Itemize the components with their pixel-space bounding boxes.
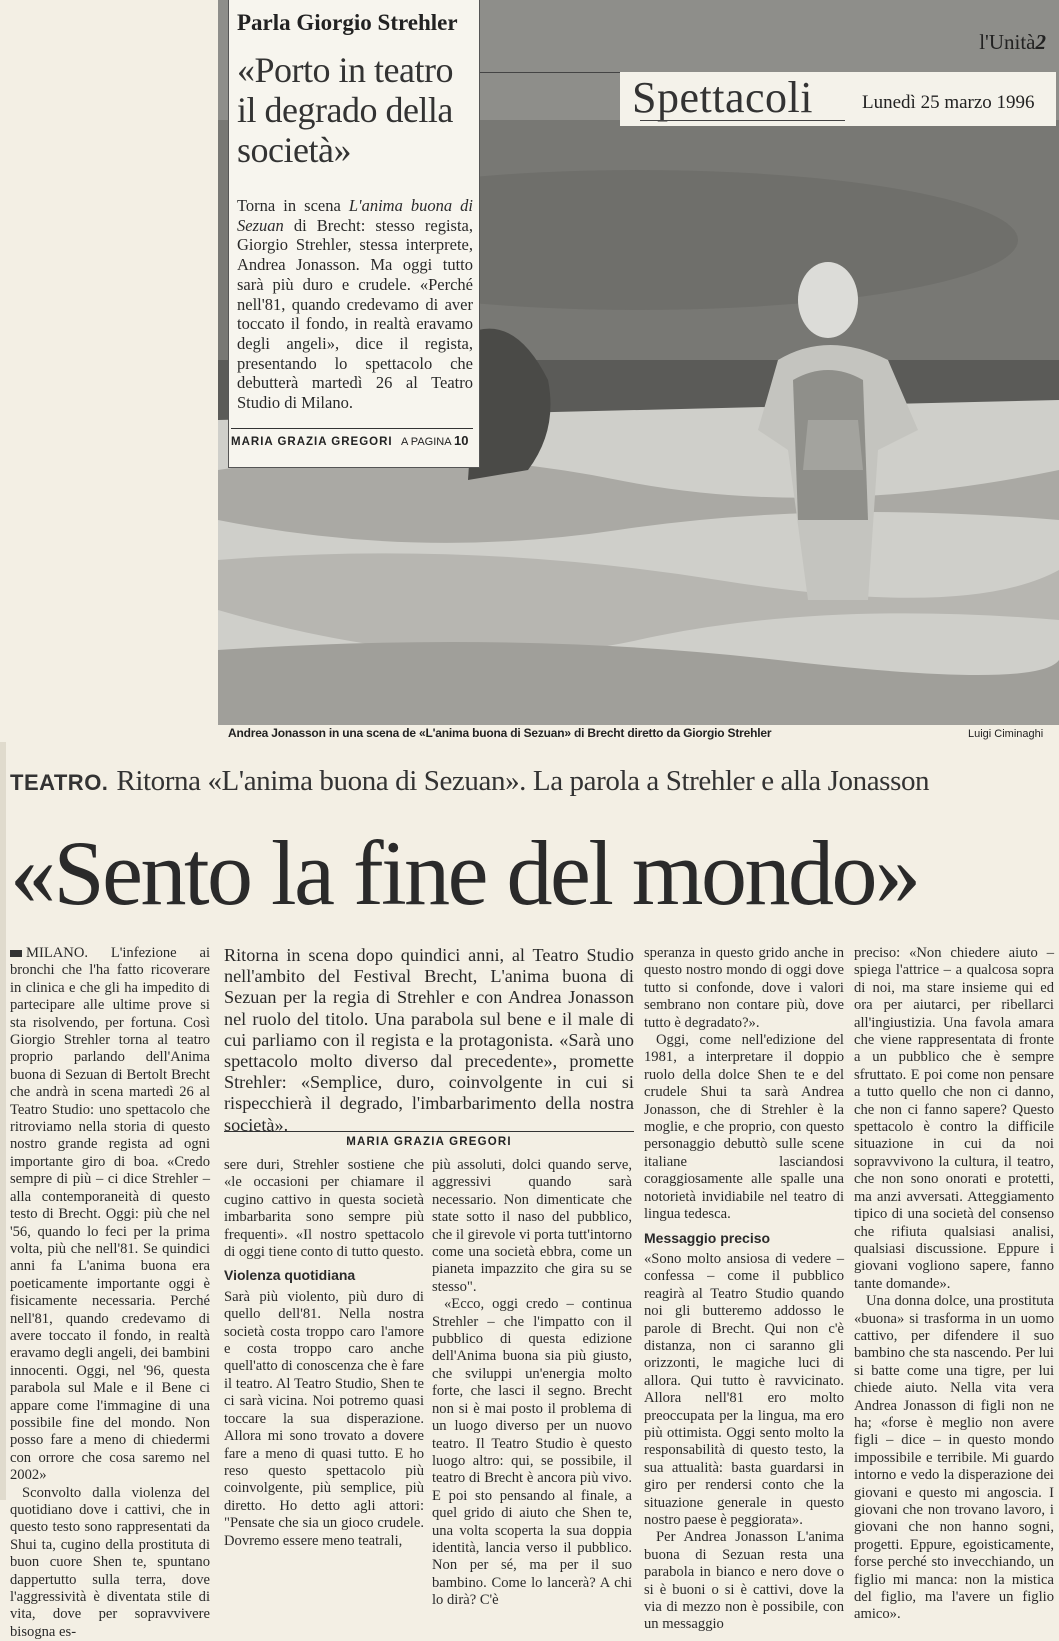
dateline-marker (10, 950, 22, 957)
column-5 (854, 945, 1054, 1624)
column-2 (224, 1157, 424, 1550)
photo-credit: Luigi Ciminaghi (968, 728, 1044, 740)
column-1-para-1: MILANO. L'infezione ai bronchi che l'ha fatto ricoverare in clinica e che gli ha impedito di partecipare alle ultime prove si sta risolvendo, per fortuna. Così Giorgio Strehler torna al teatro proprio parlando dell'Anima buona di Sezuan di Bertolt Brecht che andrà in scena martedì 26 al Teatro Studio: uno spettacolo che ritroviamo nella storia di questo nostro grande regista ad ogni importante giro di boa. «Credo sempre di più – ci dice Strehler – alla contemporaneità di questo testo di Brecht. Oggi: più che nel '56, quando lo feci per la prima volta, più che nell'81. Se quindici anni fa L'anima buona era poeticamente importante oggi è fisicamente necessaria. Perché nell'81, quando credevamo di avere toccato il fondo, in realtà eravamo degli angeli, dei bambini innocenti. Oggi, nel '96, questa parabola sul Male e il Bene ci appare come l'immagine di una possibile fine del mondo. Non posso fare a meno di chiedermi con orrore che cosa saremo nel 2002» (10, 945, 210, 1484)
column-3 (432, 1157, 632, 1610)
column-5-para-2: Una donna dolce, una prostituta «buona» si trasforma in un uomo cattivo, per difendere il suo bambino che sta nascendo. Per lui si batte come una tigre, per lui chiede aiuto. Nella vita vera Andrea Jonasson di figli non ne ha; «forse è meglio non avere figli – dice – in questo mondo impossibile e terribile. Mi guardo intorno e vedo la disperazione dei giovani e questo mi angoscia. I giovani che non trovano lavoro, i giovani che non hanno sogni, progetti. Eppure, egoisticamente, forse perché sto invecchiando, un figlio mi manca: non la mistica del figlio, ma l'avere un figlio amico». (854, 1293, 1054, 1623)
section-underline (640, 120, 845, 121)
issue-date: Lunedì 25 marzo 1996 (862, 92, 1035, 113)
section-divider (480, 72, 620, 73)
page-edge (0, 742, 6, 1500)
article-lead: Ritorna in scena dopo quindici anni, al Teatro Studio nell'ambito del Festival Brecht, L'anima buona di Sezuan per la regia di Strehler e con Andrea Jonasson nel ruolo del titolo. Una parabola sul bene e il male di cui parliamo con il regista e la protagonista. «Sarà uno spettacolo molto diverso dal precedente», promette Strehler: «Semplice, duro, coinvolgente in cui si rispecchierà il degrado, l'imbarbarimento della nostra società». (224, 945, 634, 1135)
section-title: Spettacoli (632, 73, 813, 122)
column-2-subhead: Violenza quotidiana (224, 1267, 356, 1284)
column-3-para-1: più assoluti, dolci quando serve, aggressivi quando sarà necessario. Non dimenticate che state sotto il naso del pubblico, che il girevole vi porta tutt'intorno come una società ebbra, come un pianeta impazzito che gira su se stesso". (432, 1157, 633, 1295)
feature-kicker: Parla Giorgio Strehler (237, 10, 458, 35)
column-4-subhead: Messaggio preciso (644, 1229, 771, 1246)
feature-byline: MARIA GRAZIA GREGORI A PAGINA 10 (231, 428, 473, 448)
column-4 (644, 945, 844, 1634)
column-1-para-2: Sconvolto dalla violenza del quotidiano dove i cattivi, che in questo testo sono rappresentati da Shui ta, cugino della prostituta di buon cuore Shen te, spuntano dappertutto sulla terra, dove l'aggressività è diventata stile di vita, dove per sopravvivere bisogna es- (10, 1484, 210, 1640)
feature-title: «Porto in teatro il degrado della società» (237, 50, 453, 170)
masthead: l'Unità2 (979, 30, 1046, 54)
column-4-para-1: speranza in questo grido anche in questo nostro mondo di oggi dove tutto si confonde, dove i valori sembrano non contare più, dove tutto è degradato?». (644, 945, 844, 1031)
column-1 (10, 945, 210, 1641)
photo-caption: Andrea Jonasson in una scena de «L'anima buona di Sezuan» di Brecht diretto da Giorgio Strehler (228, 726, 772, 740)
column-2-para-2: Sarà più violento, più duro di quello dell'81. Nella nostra società costa troppo caro l'amore e costa troppo caro anche quell'atto di conoscenza che è fare il teatro. Al Teatro Studio, Shen te ci sarà vicina. Noi potremo quasi toccare la sua disperazione. Allora mi sono trovato a dovere fare a meno di quasi tutto. E ho reso questo spettacolo più coinvolgente, più semplice, più diretto. Ho detto agli attori: "Pensate che sia un gioco crudele. Dovremo essere meno teatrali, (224, 1288, 424, 1549)
article-kicker: TEATRO. Ritorna «L'anima buona di Sezuan». La parola a Strehler e alla Jonasson (10, 765, 930, 797)
column-2-para-1: sere duri, Strehler sostiene che «le occasioni per chiamare il cugino cattivo in questa società imbarbarita sono sempre più frequenti». «Il nostro spettacolo di oggi tiene conto di tutto questo. (224, 1157, 424, 1261)
article-tag: TEATRO. (10, 770, 109, 795)
column-4-para-2: Oggi, come nell'edizione del 1981, a interpretare il doppio ruolo della dolce Shen te e del crudele Shui ta sarà Andrea Jonasson, che di Strehler è la moglie, e che proprio, con questo personaggio debuttò sulle scene italiane lasciandosi coraggiosamente alle spalle una notorietà invidiabile nel teatro di lingua tedesca. (644, 1032, 844, 1223)
column-5-para-1: preciso: «Non chiedere aiuto – spiega l'attrice – a qualcosa sopra di noi, ma stare insieme qui ed ora per aiutarci, per ribellarci all'ingiustizia. Una favola amara che viene rappresentata di fronte a un pubblico che è sempre sfruttato. E poi come non pensare a tutto quello che non ci danno, che non ci fanno sapere? Questo spettacolo è contro la difficile situazione in cui da noi sopravvivono la cultura, il teatro, che non sono onorati e protetti, ma anzi avversati. Atteggiamento tipico di una società del consenso che rifiuta qualsiasi analisi, qualsiasi discussione. Eppure i giovani vogliono sapere, fanno tante domande». (854, 945, 1054, 1292)
feature-box (228, 0, 480, 468)
article-headline: «Sento la fine del mondo» (10, 822, 919, 924)
column-3-para-2: «Ecco, oggi credo – continua Strehler – che l'impatto con il pubblico di questa edizione dell'Anima buona sia più giusto, che sviluppi un'energia molto forte, che lasci il segno. Brecht non si è mai posto il problema di un luogo diverso per un nuovo teatro. Il Teatro Studio è questo luogo altro: qui, se possibile, il teatro di Brecht è ancora più vivo. E poi sto pensando al finale, a quel grido di aiuto che Shen te, una volta scoperta la sua doppia identità, lancia verso il pubblico. Non per sé, ma per il suo bambino. Come lo lancerà? A chi lo dirà? C'è (432, 1296, 632, 1609)
article-byline: MARIA GRAZIA GREGORI (224, 1131, 634, 1148)
column-4-para-4: Per Andrea Jonasson L'anima buona di Sezuan resta una parabola in bianco e nero dove o si è buoni o si è cattivi, dove la via di mezzo non è possibile, con un messaggio (644, 1529, 844, 1633)
feature-summary: Torna in scena L'anima buona di Sezuan di Brecht: stesso regista, Giorgio Strehler, stessa interprete, Andrea Jonasson. Ma oggi tutto sarà più duro e crudele. «Perché nell'81, quando credevamo di aver toccato il fondo, in realtà eravamo degli angeli», dice il regista, presentando lo spettacolo che debutterà martedì 26 al Teatro Studio di Milano. (237, 196, 473, 413)
column-4-para-3: «Sono molto ansiosa di vedere – confessa – come il pubblico reagirà al Teatro Studio quando noi gli butteremo addosso le parole di Brecht. Qui non c'è distanza, non ci saranno gli orizzonti, le magiche luci di allora. Qui tutto è ravvicinato. Allora nell'81 ero molto preoccupata per la lingua, ma ero più ottimista. Oggi sento molto la responsabilità di questo testo, la sua attualità: basta guardarsi in giro per rendersi conto che la situazione generale in questo nostro paese è peggiorata». (644, 1250, 844, 1528)
